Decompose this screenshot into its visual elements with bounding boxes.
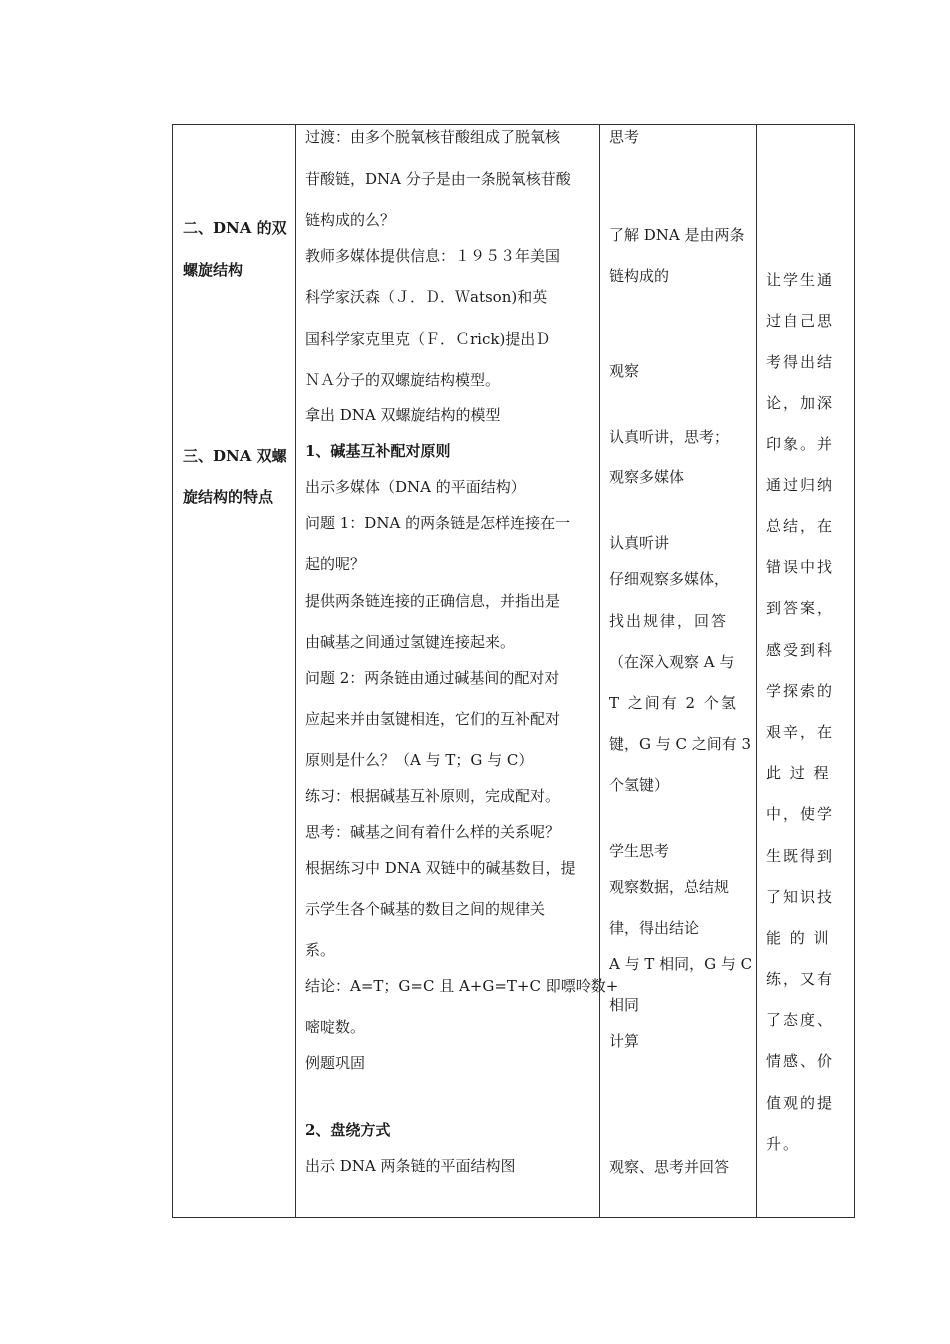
design-intent-line: 了知识技 [766, 888, 835, 906]
student-activity-line: 计算 [609, 1032, 640, 1050]
column-divider [599, 125, 600, 1217]
design-intent-line: 练，又有 [766, 970, 835, 988]
column-divider [295, 125, 296, 1217]
teacher-activity-line: 系。 [305, 941, 336, 959]
teacher-activity-line: 出示多媒体（DNA 的平面结构） [305, 478, 526, 496]
student-activity-line: 找出规律，回答 [609, 612, 729, 630]
teacher-activity-line: ＮＡ分子的双螺旋结构模型。 [305, 371, 501, 389]
design-intent-line: 值观的提 [766, 1094, 835, 1112]
student-activity-line: A 与 T 相同，G 与 C [609, 955, 753, 973]
teacher-activity-line: 提供两条链连接的正确信息，并指出是 [305, 592, 561, 610]
student-activity-line: 个氢键） [609, 776, 670, 794]
teacher-activity-line: 示学生各个碱基的数目之间的规律关 [305, 900, 546, 918]
design-intent-line: 了态度、 [766, 1011, 835, 1029]
teacher-activity-line: 科学家沃森（Ｊ．Ｄ．Ｗatson)和英 [305, 288, 548, 306]
design-intent-line: 生既得到 [766, 847, 835, 865]
design-intent-line: 过自己思 [766, 312, 835, 330]
teacher-activity-line: 链构成的么？ [305, 211, 396, 229]
teacher-activity-line: 出示 DNA 两条链的平面结构图 [305, 1157, 516, 1175]
student-activity-line: 仔细观察多媒体， [609, 570, 730, 588]
design-intent-line: 情感、价 [766, 1052, 835, 1070]
student-activity-line: （在深入观察 A 与 [609, 653, 735, 671]
design-intent-line: 通过归纳 [766, 476, 835, 494]
teacher-activity-line: 思考：碱基之间有着什么样的关系呢？ [305, 823, 561, 841]
design-intent-line: 论，加深 [766, 394, 835, 412]
teacher-activity-line: 问题 2：两条链由通过碱基间的配对对 [305, 669, 560, 687]
student-activity-line: 律，得出结论 [609, 919, 700, 937]
section-heading-line: 螺旋结构 [183, 261, 244, 279]
section-heading-line: 二、DNA 的双 [183, 219, 287, 237]
design-intent-line: 总结，在 [766, 517, 835, 535]
student-activity-line: 观察多媒体 [609, 468, 685, 486]
teacher-activity-line: 练习：根据碱基互补原则，完成配对。 [305, 787, 561, 805]
subsection-heading: 2、盘绕方式 [305, 1121, 391, 1139]
design-intent-line: 艰辛，在 [766, 723, 835, 741]
design-intent-line: 此 过 程 [766, 764, 831, 782]
teacher-activity-line: 国科学家克里克（Ｆ．Ｃrick)提出Ｄ [305, 330, 551, 348]
teacher-activity-line: 起的呢？ [305, 555, 366, 573]
student-activity-line: 观察 [609, 362, 640, 380]
design-intent-line: 错误中找 [766, 558, 835, 576]
teacher-activity-line: 应起来并由氢键相连，它们的互补配对 [305, 710, 561, 728]
student-activity-line: 认真听讲 [609, 534, 670, 552]
student-activity-line: T 之间有 2 个氢 [609, 694, 738, 712]
teacher-activity-line: 过渡：由多个脱氧核苷酸组成了脱氧核 [305, 128, 561, 146]
teacher-activity-line: 教师多媒体提供信息：１９５３年美国 [305, 247, 561, 265]
design-intent-line: 学探索的 [766, 682, 835, 700]
section-heading-line: 三、DNA 双螺 [183, 447, 287, 465]
teacher-activity-line: 嘧啶数。 [305, 1018, 366, 1036]
student-activity-line: 键，G 与 C 之间有 3 [609, 735, 752, 753]
student-activity-line: 相同 [609, 996, 640, 1014]
design-intent-line: 能 的 训 [766, 929, 831, 947]
student-activity-line: 学生思考 [609, 842, 670, 860]
teacher-activity-line: 原则是什么？（A 与 T；G 与 C） [305, 751, 534, 769]
teacher-activity-line: 苷酸链，DNA 分子是由一条脱氧核苷酸 [305, 170, 571, 188]
student-activity-line: 观察数据，总结规 [609, 878, 730, 896]
subsection-heading: 1、碱基互补配对原则 [305, 442, 451, 460]
design-intent-line: 让学生通 [766, 271, 835, 289]
teacher-activity-line: 拿出 DNA 双螺旋结构的模型 [305, 406, 501, 424]
teacher-activity-line: 根据练习中 DNA 双链中的碱基数目，提 [305, 859, 576, 877]
teacher-activity-line: 结论：A=T；G=C 且 A+G=T+C 即嘌呤数+ [305, 977, 619, 995]
design-intent-line: 升。 [766, 1135, 801, 1153]
design-intent-line: 感受到科 [766, 641, 835, 659]
student-activity-line: 观察、思考并回答 [609, 1158, 730, 1176]
design-intent-line: 中，使学 [766, 805, 835, 823]
student-activity-line: 了解 DNA 是由两条 [609, 226, 745, 244]
column-divider [756, 125, 757, 1217]
student-activity-line: 链构成的 [609, 267, 670, 285]
section-heading-line: 旋结构的特点 [183, 488, 274, 506]
student-activity-line: 思考 [609, 128, 640, 146]
design-intent-line: 印象。并 [766, 435, 835, 453]
design-intent-line: 考得出结 [766, 353, 835, 371]
design-intent-line: 到答案， [766, 599, 835, 617]
teacher-activity-line: 问题 1：DNA 的两条链是怎样连接在一 [305, 514, 571, 532]
teacher-activity-line: 由碱基之间通过氢键连接起来。 [305, 633, 516, 651]
teacher-activity-line: 例题巩固 [305, 1054, 366, 1072]
student-activity-line: 认真听讲，思考； [609, 428, 730, 446]
